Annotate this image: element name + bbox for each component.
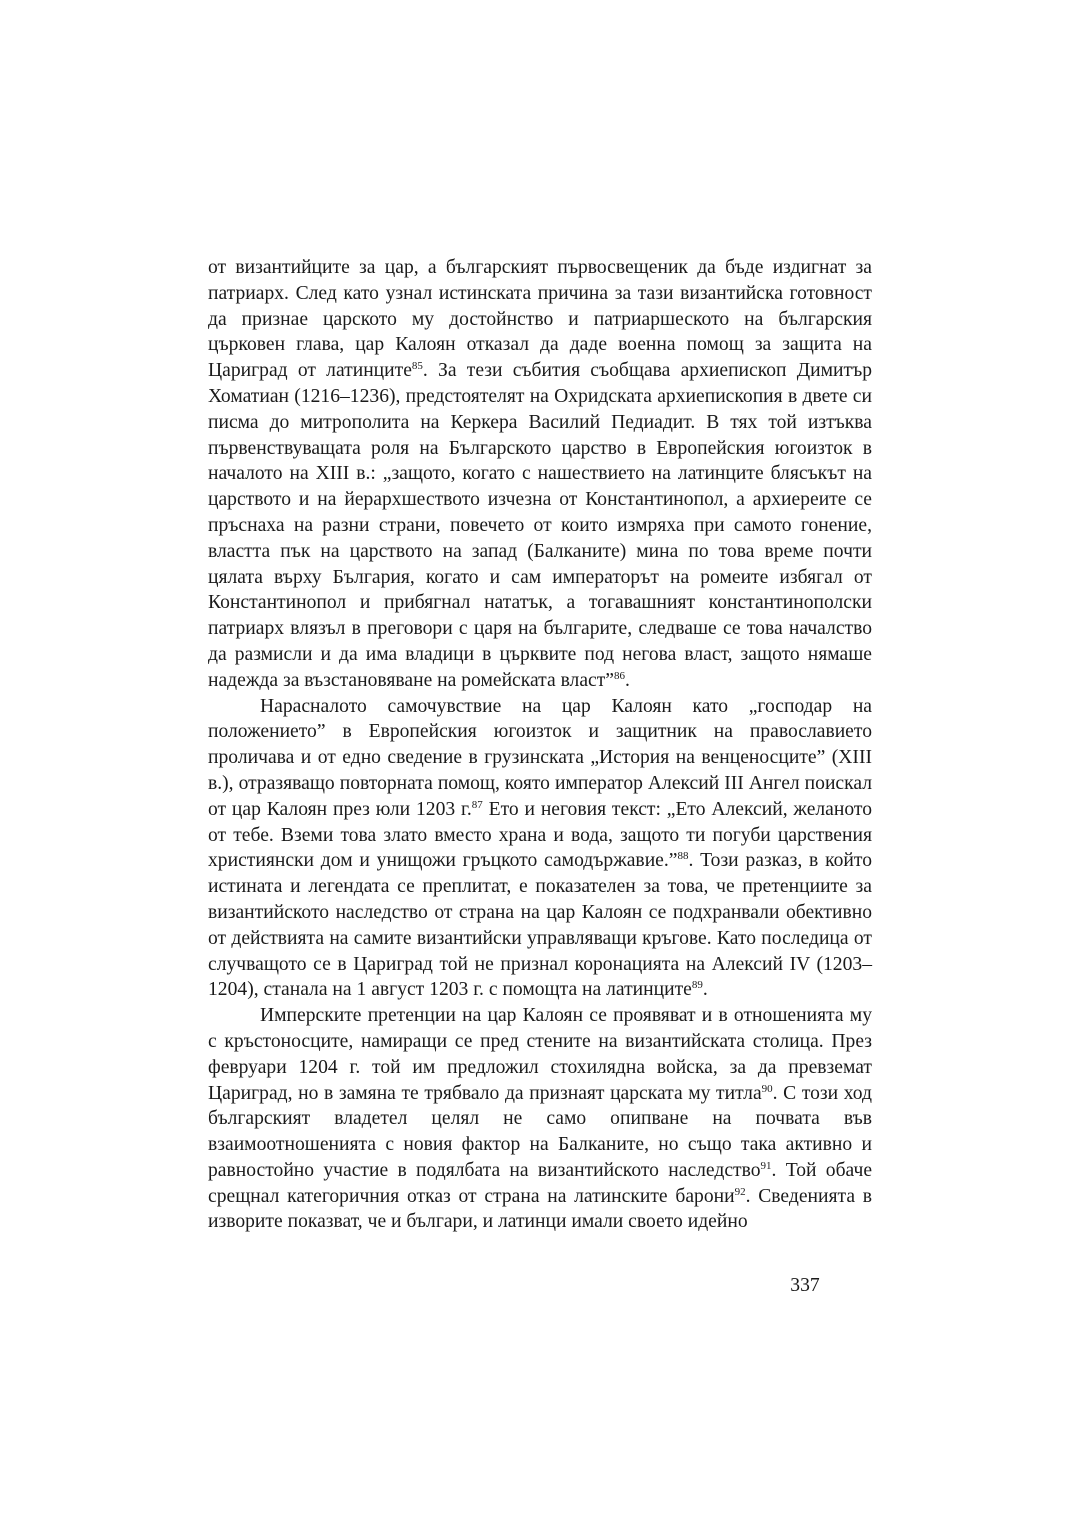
text-run: . Той обаче срещнал категоричния отказ от страна на латинските барони <box>208 1159 873 1207</box>
footnote-marker[interactable]: 91 <box>760 1159 772 1172</box>
footnote-marker[interactable]: 85 <box>411 360 423 373</box>
text-run: . Този разказ, в който истината и легендата се преплитат, е показателен за това, че претенциите за византийското наследство от страна на цар Калоян се подхранвали обективно от действията на самите византийски управляващи кръгове. Като последица от случващото се в Цариград той не признал коронацията на Алексий IV (1203–1204), станала на 1 август 1203 г. с помощта на латинците <box>208 850 872 1001</box>
footnote-marker[interactable]: 90 <box>761 1082 773 1095</box>
footnote-marker[interactable]: 87 <box>471 798 483 811</box>
text-run: от византийците за цар, а българският първосвещеник да бъде издигнат за патриарх. След като узнал истинската причина за тази византийска готовност да признае царското му достойнство и патриаршеското на българския църковен глава, цар Калоян отказал да даде военна помощ за защита на Цариград от латинците <box>208 257 872 382</box>
paragraph <box>208 1003 872 1235</box>
text-run: . С този ход българският владетел целял не само опипване на почвата във взаимоотношенията с новия фактор на Балканите, но също така активно и равностойно участие в подялбата на византийското наследство <box>208 1082 872 1181</box>
text-run: . <box>625 669 630 691</box>
footnote-marker[interactable]: 89 <box>691 979 703 992</box>
footnote-marker[interactable]: 92 <box>734 1185 746 1198</box>
paragraph <box>208 694 872 1004</box>
footnote-marker[interactable]: 86 <box>614 669 625 682</box>
footnote-marker[interactable]: 88 <box>677 850 689 863</box>
text-run: . Сведенията в изворите показват, че и българи, и латинци имали своето идейно <box>208 1185 872 1233</box>
body-text <box>208 255 872 1235</box>
text-run: Ето и неговия текст: „Ето Алексий, желаното от тебе. Вземи това злато вместо храна и вода, защото ти погуби царствения християнски дом и унищожи гръцкото самодържавие.” <box>208 798 872 872</box>
text-run: . За тези събития съобщава архиепископ Димитър Хоматиан (1216–1236), предстоятелят на Охридската архиепископия в двете си писма до митрополита на Керкера Василий Педиадит. В тях той изтъква първенствуващата роля на Българското царство в Европейския югоизток в началото на XIII в.: „защото, когато с нашествието на латинците блясъкът на царството и на йерархшеството изчезна от Константинопол, а архиереите се пръснаха на разни страни, повечето от които измряха при самото гонение, властта пък на царството на запад (Балканите) мина по това време почти цялата върху България, когато и сам императорът на ромеите избягал от Константинопол и прибягнал нататък, а тогавашният константинополски патриарх влязъл в преговори с царя на българите, следваше се това началство да размисли и да има владици в църквите под негова власт, защото нямаше надежда за възстановяване на ромейската власт” <box>208 360 872 691</box>
text-run: Имперските претенции на цар Калоян се проявяват и в отношенията му с кръстоносците, намиращи се пред стените на византийската столица. През февруари 1204 г. той им предложил стохилядна войска, за да превземат Цариград, но в замяна те трябвало да признаят царската му титла <box>208 1005 872 1104</box>
page-number: 337 <box>790 1275 820 1296</box>
text-run: Нарасналото самочувствие на цар Калоян като „господар на положението” в Европейския югоизток и защитник на православието проличава и от едно сведение в грузинската „История на венценосците” (XIII в.), отразяващо повторната помощ, която император Алексий III Ангел поискал от цар Калоян през юли 1203 г. <box>208 695 872 820</box>
paragraph <box>208 255 872 694</box>
text-run: . <box>702 979 708 1001</box>
